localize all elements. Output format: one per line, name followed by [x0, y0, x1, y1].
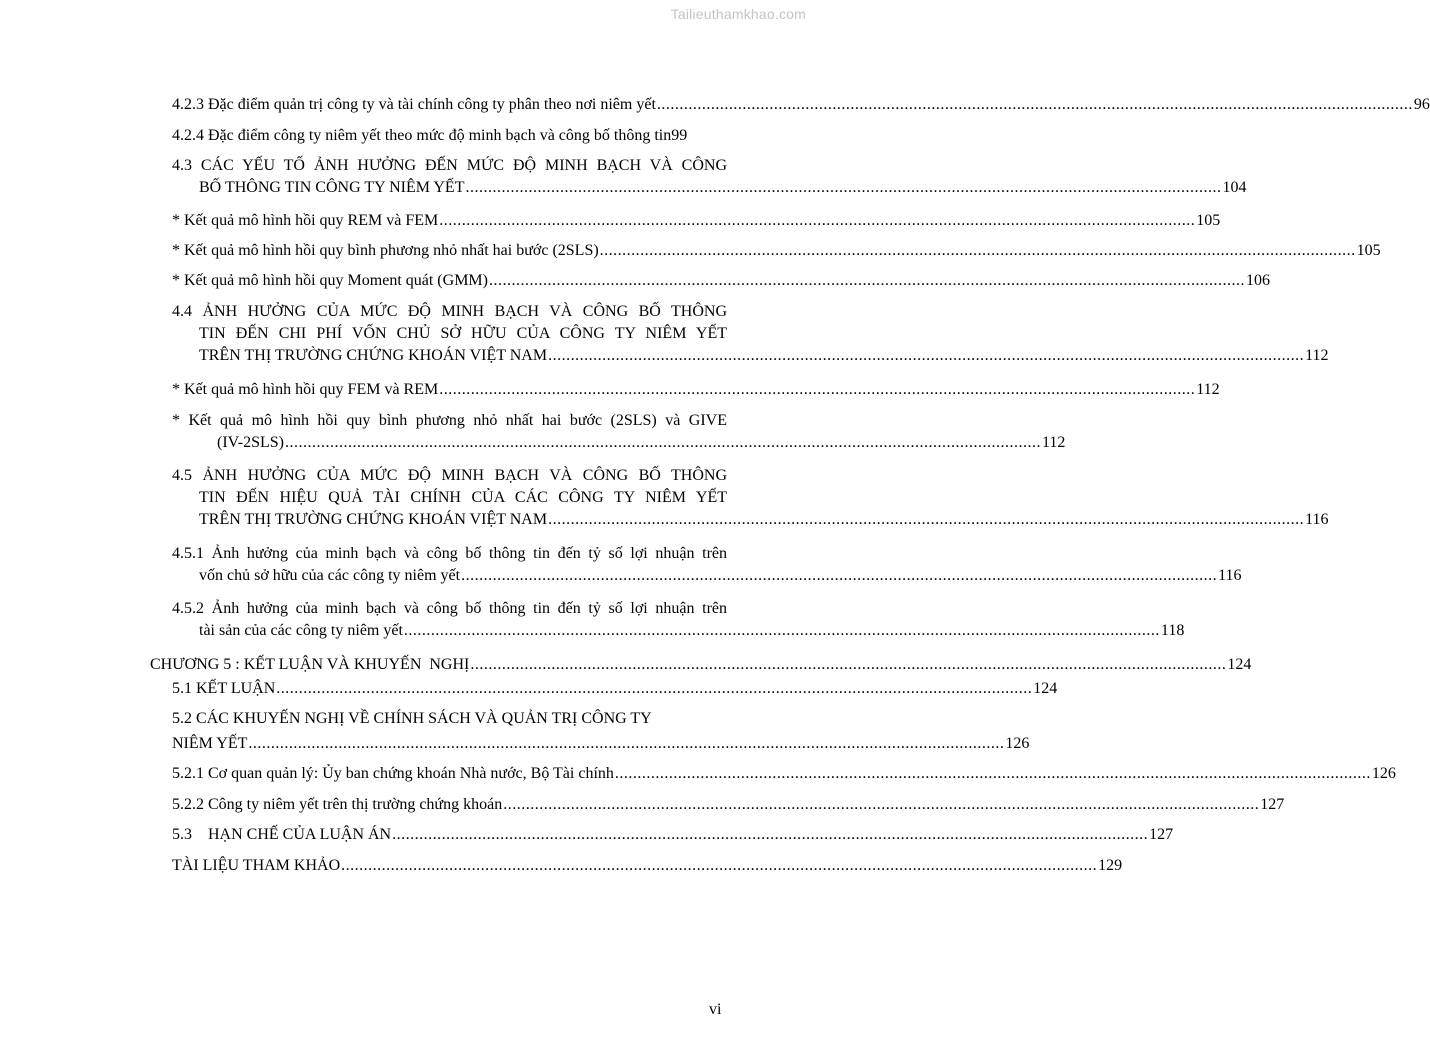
toc-entry-text: * Kết quả mô hình hồi quy Moment quát (GMM) [172, 272, 488, 289]
toc-leader: ........................................................................................................................................................................ [392, 826, 1149, 843]
toc-entry-text: (IV-2SLS) [217, 434, 284, 451]
toc-page-number: 126 [1005, 735, 1030, 752]
toc-entry-5-3[interactable] [172, 824, 1174, 846]
toc-page-number: 124 [1227, 656, 1252, 673]
toc-page-number: 127 [1149, 826, 1174, 843]
toc-entry-text: * Kết quả mô hình hồi quy FEM và REM [172, 381, 439, 398]
toc-leader: ........................................................................................................................................................................ [461, 567, 1218, 584]
toc-entry-4-4[interactable] [172, 301, 1329, 367]
toc-leader: ........................................................................................................................................................................ [403, 622, 1160, 639]
toc-entry-4-5-2[interactable] [172, 598, 1185, 642]
toc-entry-line: 4.5 ẢNH HƯỞNG CỦA MỨC ĐỘ MINH BẠCH VÀ CÔNG BỐ THÔNG [172, 467, 727, 484]
toc-entry-5-2[interactable] [172, 708, 1030, 755]
toc-page-number: 116 [1305, 511, 1329, 528]
toc-entry-text: * Kết quả mô hình hồi quy REM và FEM [172, 212, 439, 229]
toc-entry-text: vốn chủ sở hữu của các công ty niêm yết [199, 567, 461, 584]
toc-page-number: 112 [1041, 434, 1066, 451]
toc-entry-references[interactable] [172, 855, 1123, 877]
toc-page-number: 112 [1305, 347, 1329, 364]
toc-leader: ........................................................................................................................................................................ [599, 242, 1356, 259]
toc-entry-rem-fem[interactable] [172, 210, 1221, 232]
toc-entry-5-2-1[interactable] [172, 763, 1396, 785]
toc-entry-2sls-give[interactable] [172, 410, 1066, 454]
toc-page-number: 105 [1196, 212, 1221, 229]
toc-page-number: 104 [1222, 179, 1247, 196]
toc-page-number: 116 [1218, 567, 1242, 584]
toc-page-number: 96 [1413, 96, 1430, 113]
toc-entry-text: 5.2.1 Cơ quan quản lý: Ủy ban chứng khoán Nhà nước, Bộ Tài chính [172, 765, 614, 782]
toc-entry-fem-rem[interactable] [172, 379, 1220, 401]
toc-page-number: 118 [1160, 622, 1185, 639]
toc-leader: ........................................................................................................................................................................ [656, 96, 1413, 113]
toc-page-number: 106 [1245, 272, 1270, 289]
toc-leader: ........................................................................................................................................................................ [548, 347, 1305, 364]
toc-page-number: 124 [1033, 680, 1058, 697]
toc-page-number: 99 [671, 127, 688, 144]
toc-leader: ........................................................................................................................................................................ [439, 381, 1196, 398]
toc-page-number: 105 [1356, 242, 1381, 259]
toc-entry-line: 4.4 ẢNH HƯỞNG CỦA MỨC ĐỘ MINH BẠCH VÀ CÔNG BỐ THÔNG [172, 303, 727, 320]
toc-entry-5-2-2[interactable] [172, 794, 1285, 816]
toc-entry-line: 4.3 CÁC YẾU TỐ ẢNH HƯỞNG ĐẾN MỨC ĐỘ MINH BẠCH VÀ CÔNG [172, 157, 727, 174]
toc-entry-text: TRÊN THỊ TRƯỜNG CHỨNG KHOÁN VIỆT NAM [199, 347, 548, 364]
toc-entry-text: 5.1 KẾT LUẬN [172, 680, 276, 697]
toc-entry-text: TRÊN THỊ TRƯỜNG CHỨNG KHOÁN VIỆT NAM [199, 511, 548, 528]
toc-leader: ........................................................................................................................................................................ [614, 765, 1371, 782]
toc-entry-text: 5.3 HẠN CHẾ CỦA LUẬN ÁN [172, 826, 392, 843]
toc-leader: ........................................................................................................................................................................ [488, 272, 1245, 289]
toc-entry-text: 5.2.2 Công ty niêm yết trên thị trường chứng khoán [172, 796, 503, 813]
toc-leader: ........................................................................................................................................................................ [439, 212, 1196, 229]
toc-leader: ........................................................................................................................................................................ [248, 735, 1005, 752]
toc-entry-4-2-3[interactable] [172, 94, 1430, 116]
toc-entry-text: 4.2.4 Đặc điểm công ty niêm yết theo mức độ minh bạch và công bố thông tin [172, 127, 672, 144]
toc-entry-5-1[interactable] [172, 678, 1058, 700]
watermark: Tailieuthamkhao.com [670, 6, 806, 22]
toc-entry-line: TIN ĐẾN CHI PHÍ VỐN CHỦ SỞ HỮU CỦA CÔNG TY NIÊM YẾT [199, 325, 727, 342]
toc-entry-2sls[interactable] [172, 240, 1381, 262]
toc-entry-4-5-1[interactable] [172, 543, 1242, 587]
toc-leader: ........................................................................................................................................................................ [470, 656, 1227, 673]
toc-leader: ........................................................................................................................................................................ [341, 857, 1098, 874]
toc-entry-line: 4.5.1 Ảnh hưởng của minh bạch và công bố thông tin đến tỷ số lợi nhuận trên [172, 545, 727, 562]
toc-leader: ........................................................................................................................................................................ [548, 511, 1305, 528]
toc-entry-text: NIÊM YẾT [172, 735, 248, 752]
toc-entry-text: tài sản của các công ty niêm yết [199, 622, 403, 639]
toc-page-number: 126 [1371, 765, 1396, 782]
toc-entry-line: TIN ĐẾN HIỆU QUẢ TÀI CHÍNH CỦA CÁC CÔNG TY NIÊM YẾT [199, 489, 727, 506]
toc-entry-text: BỐ THÔNG TIN CÔNG TY NIÊM YẾT [199, 179, 465, 196]
toc-leader: ........................................................................................................................................................................ [284, 434, 1041, 451]
toc-entry-text: 4.2.3 Đặc điểm quản trị công ty và tài chính công ty phân theo nơi niêm yết [172, 96, 656, 113]
toc-entry-text: TÀI LIỆU THAM KHẢO [172, 857, 341, 874]
toc-entry-gmm[interactable] [172, 270, 1270, 292]
toc-entry-4-2-4[interactable] [172, 125, 727, 147]
toc-entry-text: * Kết quả mô hình hồi quy bình phương nhỏ nhất hai bước (2SLS) [172, 242, 599, 259]
toc-leader: ........................................................................................................................................................................ [503, 796, 1260, 813]
toc-entry-line: * Kết quả mô hình hồi quy bình phương nhỏ nhất hai bước (2SLS) và GIVE [172, 412, 727, 429]
toc-leader: ........................................................................................................................................................................ [465, 179, 1222, 196]
toc-entry-4-3[interactable] [172, 155, 1247, 199]
toc-entry-text: CHƯƠNG 5 : KẾT LUẬN VÀ KHUYẾN NGHỊ [150, 656, 470, 673]
toc-entry-4-5[interactable] [172, 465, 1329, 531]
toc-page-number: 112 [1196, 381, 1220, 398]
toc-page-number: 129 [1098, 857, 1123, 874]
toc-entry-line: 5.2 CÁC KHUYẾN NGHỊ VỀ CHÍNH SÁCH VÀ QUẢN TRỊ CÔNG TY [172, 710, 652, 727]
toc-entry-chapter-5[interactable] [150, 654, 1252, 676]
page-number: vi [709, 1001, 722, 1018]
toc-entry-line: 4.5.2 Ảnh hưởng của minh bạch và công bố thông tin đến tỷ số lợi nhuận trên [172, 600, 727, 617]
toc-leader: ........................................................................................................................................................................ [276, 680, 1033, 697]
toc-page-number: 127 [1260, 796, 1285, 813]
